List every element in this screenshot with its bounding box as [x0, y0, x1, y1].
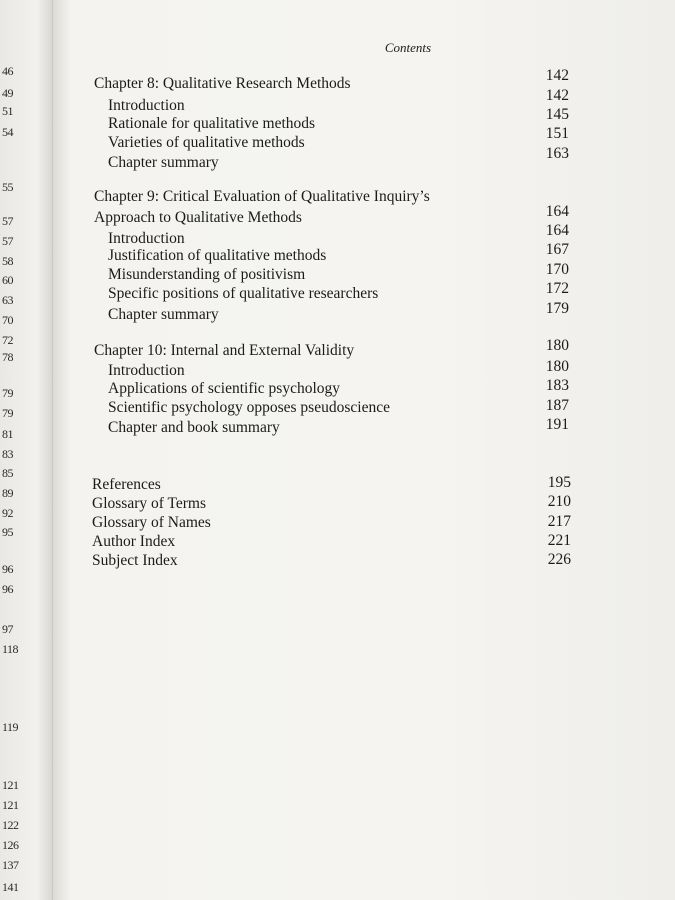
left-page-number: 63 — [2, 293, 13, 307]
contents-page — [53, 0, 675, 900]
left-page-number: 51 — [2, 104, 13, 118]
left-page-number: 97 — [2, 622, 13, 636]
chapter-title: Chapter 8: Qualitative Research Methods — [94, 75, 351, 92]
toc-entry-page: 191 — [545, 416, 569, 433]
left-page-number: 121 — [2, 798, 19, 812]
toc-entry-page: 170 — [545, 261, 569, 278]
back-matter-page: 210 — [547, 493, 571, 510]
left-page-number: 58 — [2, 254, 13, 268]
left-page-number: 57 — [2, 214, 13, 228]
toc-entry-page: 187 — [545, 397, 569, 414]
left-page-number: 119 — [2, 720, 19, 734]
toc-entry-page: 179 — [545, 300, 569, 317]
back-matter-entry: Glossary of Terms — [92, 495, 207, 512]
toc-entry-page: 163 — [545, 145, 569, 162]
chapter-title: Chapter 9: Critical Evaluation of Qualitative Inquiry’s — [94, 188, 430, 205]
left-page-number: 96 — [2, 582, 13, 596]
back-matter-entry: References — [92, 476, 161, 493]
chapter-page: 180 — [545, 337, 569, 354]
left-page — [0, 0, 53, 900]
left-page-number: 79 — [2, 386, 13, 400]
left-page-number: 92 — [2, 506, 13, 520]
left-page-number: 85 — [2, 466, 13, 480]
chapter-title-continued: Approach to Qualitative Methods — [94, 209, 302, 226]
toc-entry-page: 167 — [545, 241, 569, 258]
toc-entry: Chapter summary — [108, 306, 219, 323]
toc-entry-page: 142 — [545, 87, 569, 104]
left-page-number: 89 — [2, 486, 13, 500]
left-page-number: 96 — [2, 562, 13, 576]
back-matter-entry: Glossary of Names — [92, 514, 211, 531]
left-page-number: 72 — [2, 333, 13, 347]
toc-entry: Introduction — [108, 97, 185, 114]
left-page-number: 49 — [2, 86, 13, 100]
toc-entry: Rationale for qualitative methods — [108, 115, 316, 132]
toc-entry: Misunderstanding of positivism — [108, 266, 306, 283]
chapter-page: 142 — [545, 67, 569, 84]
back-matter-page: 221 — [547, 532, 571, 549]
left-page-number: 121 — [2, 778, 19, 792]
toc-entry-page: 151 — [545, 125, 569, 142]
left-page-number: 118 — [2, 642, 19, 656]
toc-entry: Specific positions of qualitative researchers — [108, 285, 379, 302]
left-page-number: 70 — [2, 313, 13, 327]
left-page-number: 81 — [2, 427, 13, 441]
toc-entry-page: 164 — [545, 222, 569, 239]
left-page-number: 60 — [2, 273, 13, 287]
toc-entry-page: 172 — [545, 280, 569, 297]
running-head: Contents — [384, 40, 432, 55]
left-page-number: 122 — [2, 818, 19, 832]
toc-entry-page: 145 — [545, 106, 569, 123]
left-page-number: 83 — [2, 447, 13, 461]
back-matter-entry: Subject Index — [92, 552, 178, 569]
left-page-number: 79 — [2, 406, 13, 420]
toc-entry-page: 183 — [545, 377, 569, 394]
left-page-number: 46 — [2, 64, 13, 78]
back-matter-entry: Author Index — [92, 533, 176, 550]
toc-entry: Chapter and book summary — [108, 419, 280, 436]
left-page-number: 141 — [2, 880, 19, 894]
chapter-page: 164 — [545, 203, 569, 220]
toc-entry: Varieties of qualitative methods — [108, 134, 305, 151]
left-page-number: 95 — [2, 525, 13, 539]
toc-entry: Applications of scientific psychology — [108, 380, 341, 397]
toc-entry-page: 180 — [545, 358, 569, 375]
toc-entry: Introduction — [108, 230, 185, 247]
toc-entry: Justification of qualitative methods — [108, 247, 327, 264]
left-page-number: 54 — [2, 125, 13, 139]
back-matter-page: 217 — [547, 513, 571, 530]
back-matter-page: 195 — [547, 474, 571, 491]
toc-entry: Introduction — [108, 362, 185, 379]
toc-entry: Chapter summary — [108, 154, 219, 171]
back-matter-page: 226 — [547, 551, 571, 568]
left-page-number: 57 — [2, 234, 13, 248]
left-page-number: 55 — [2, 180, 13, 194]
left-page-number: 78 — [2, 350, 13, 364]
left-page-number: 126 — [2, 838, 19, 852]
chapter-title: Chapter 10: Internal and External Validity — [94, 342, 355, 359]
toc-entry: Scientific psychology opposes pseudoscience — [108, 399, 390, 416]
left-page-number: 137 — [2, 858, 19, 872]
